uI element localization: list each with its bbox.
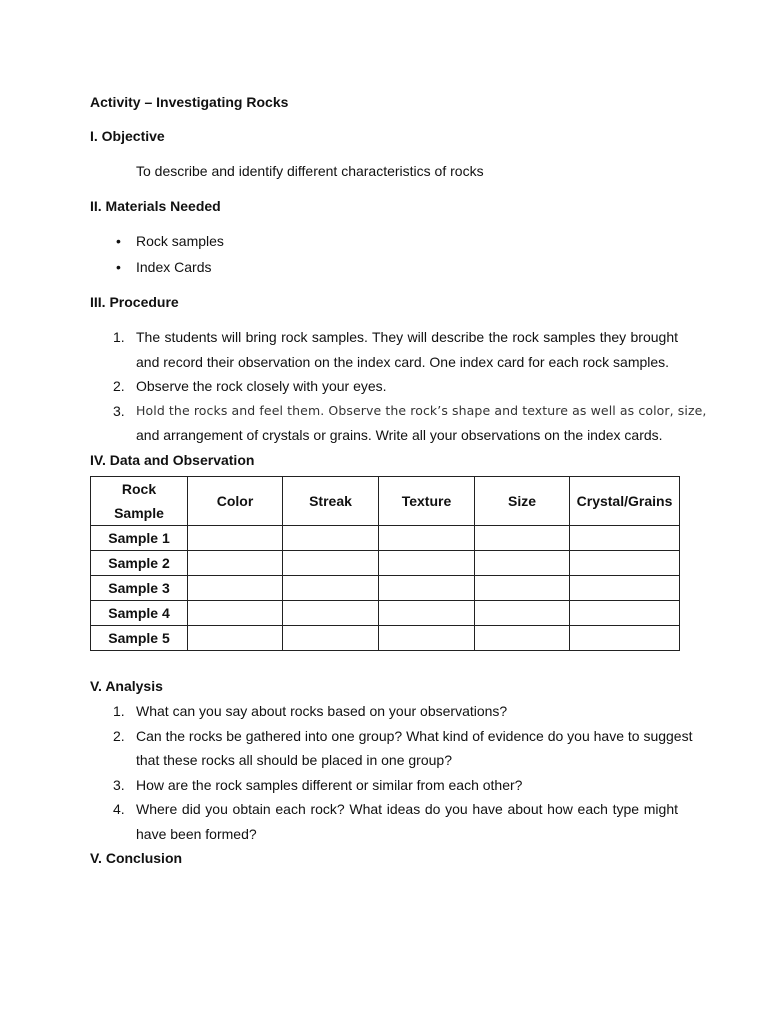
empty-cell [379,601,475,626]
table-row [91,551,680,576]
empty-cell [570,526,680,551]
empty-cell [570,551,680,576]
observation-table [90,476,680,651]
column-header-line: Sample [114,505,164,521]
empty-cell [188,601,283,626]
procedure-step-line: The students will bring rock samples. They will describe the rock samples they brought [136,329,678,345]
column-header-size: Size [475,477,570,526]
column-header-streak: Streak [283,477,379,526]
material-item: Rock samples [136,233,224,249]
column-header-rock-sample [91,477,188,526]
procedure-step-line: and record their observation on the index card. One index card for each rock samples. [136,354,670,370]
conclusion-heading: V. Conclusion [90,850,183,866]
empty-cell [379,551,475,576]
analysis-question-line: How are the rock samples different or similar from each other? [136,777,523,793]
analysis-question-number: 4. [113,801,125,817]
procedure-step-number: 1. [113,329,125,345]
empty-cell [283,626,379,651]
column-header-texture: Texture [379,477,475,526]
empty-cell [570,626,680,651]
table-header-row [91,477,680,526]
empty-cell [188,526,283,551]
analysis-question-line: have been formed? [136,826,257,842]
procedure-heading: III. Procedure [90,294,179,310]
empty-cell [283,526,379,551]
empty-cell [570,601,680,626]
row-label: Sample 3 [91,576,188,601]
empty-cell [283,601,379,626]
material-item: Index Cards [136,259,212,275]
table-row [91,526,680,551]
analysis-question-line: What can you say about rocks based on your observations? [136,703,508,719]
table-row [91,576,680,601]
column-header-line: Rock [121,481,157,497]
empty-cell [379,626,475,651]
empty-cell [475,526,570,551]
data-observation-heading: IV. Data and Observation [90,452,255,468]
procedure-step-line: Hold the rocks and feel them. Observe the rock’s shape and texture as well as color, size, [136,403,707,418]
procedure-step-number: 3. [113,403,125,419]
bullet-icon: • [116,233,121,249]
procedure-step-line: Observe the rock closely with your eyes. [136,378,387,394]
procedure-step-line: and arrangement of crystals or grains. Write all your observations on the index cards. [136,427,663,443]
row-label: Sample 1 [91,526,188,551]
empty-cell [570,576,680,601]
empty-cell [475,551,570,576]
empty-cell [475,626,570,651]
column-header-color: Color [188,477,283,526]
row-label: Sample 5 [91,626,188,651]
empty-cell [283,551,379,576]
analysis-heading: V. Analysis [90,678,163,694]
empty-cell [475,576,570,601]
empty-cell [379,576,475,601]
empty-cell [188,551,283,576]
objective-text: To describe and identify different characteristics of rocks [136,163,484,179]
row-label: Sample 2 [91,551,188,576]
analysis-question-line: Can the rocks be gathered into one group? What kind of evidence do you have to suggest [136,728,693,744]
analysis-question-line: that these rocks all should be placed in one group? [136,752,452,768]
analysis-question-number: 3. [113,777,125,793]
empty-cell [188,576,283,601]
analysis-question-number: 2. [113,728,125,744]
empty-cell [188,626,283,651]
table-row [91,601,680,626]
objective-heading: I. Objective [90,128,165,144]
procedure-step-number: 2. [113,378,125,394]
analysis-question-number: 1. [113,703,125,719]
row-label: Sample 4 [91,601,188,626]
column-header-crystal-grains: Crystal/Grains [570,477,680,526]
table-row [91,626,680,651]
activity-title: Activity – Investigating Rocks [90,94,289,110]
materials-heading: II. Materials Needed [90,198,221,214]
analysis-question-line: Where did you obtain each rock? What ideas do you have about how each type might [136,801,678,817]
empty-cell [283,576,379,601]
empty-cell [379,526,475,551]
bullet-icon: • [116,259,121,275]
empty-cell [475,601,570,626]
